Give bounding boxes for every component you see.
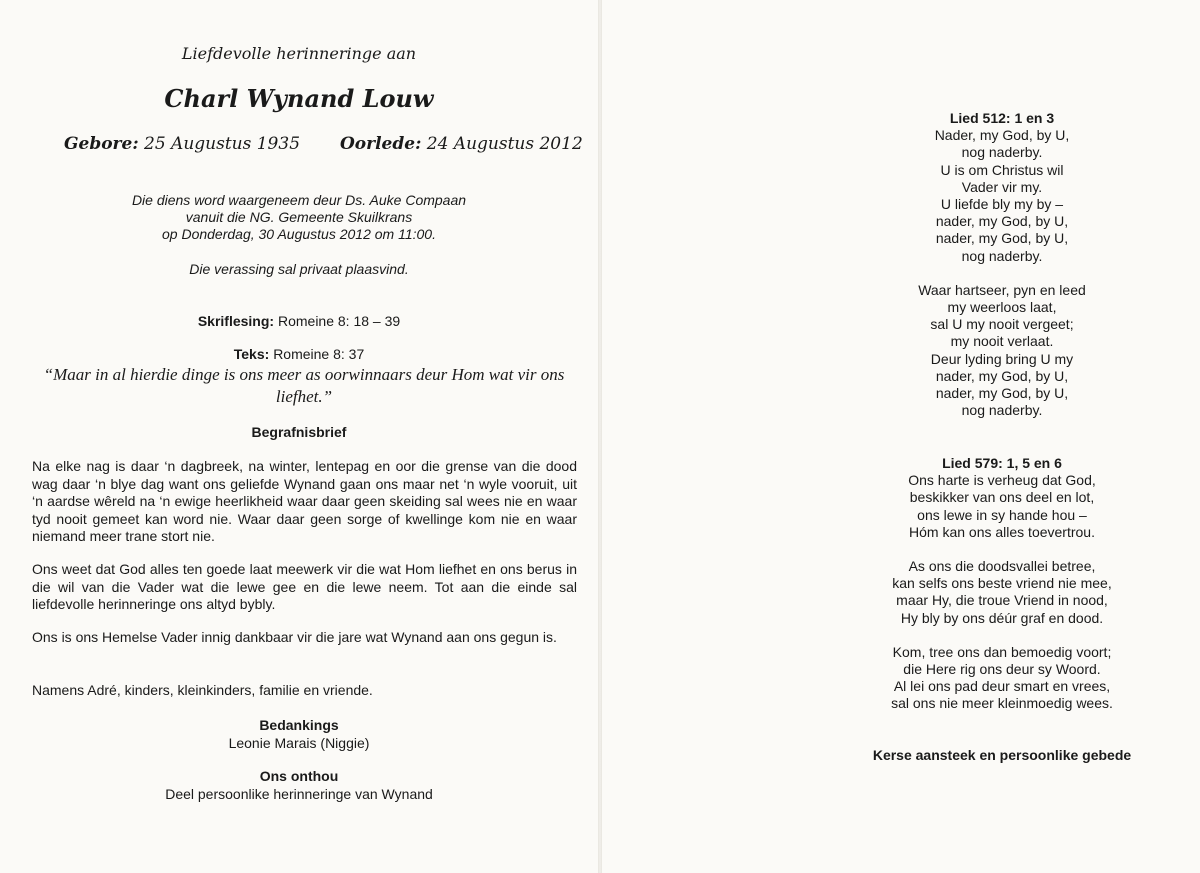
born-label: Gebore: <box>64 134 139 154</box>
thanks-name: Leonie Marais (Niggie) <box>228 735 370 751</box>
service-line: vanuit die NG. Gemeente Skuilkrans <box>185 209 413 225</box>
reading-value: Romeine 8: 18 – 39 <box>277 313 401 329</box>
hymn-title: Lied 579: 1, 5 en 6 <box>942 455 1062 471</box>
hymn-line: Hy bly by ons déúr graf en dood. <box>900 609 1104 626</box>
hymn-line: Ons harte is verheug dat God, <box>908 472 1096 489</box>
hymn-verse <box>832 644 1172 713</box>
hymn-line: As ons die doodsvallei betree, <box>908 558 1096 575</box>
hymn-line: nog naderby. <box>961 247 1043 264</box>
hymn-verse <box>832 558 1172 627</box>
letter-title: Begrafnisbrief <box>251 424 347 440</box>
left-page <box>0 0 598 873</box>
closing-note: Kerse aansteek en persoonlike gebede <box>872 747 1132 763</box>
hymn-verse <box>832 472 1172 541</box>
death-date <box>340 134 583 154</box>
hymn-line: ons lewe in sy hande hou – <box>917 506 1087 523</box>
hymn-line: Deur lyding bring U my <box>930 350 1074 367</box>
memory-intro: Liefdevolle herinneringe aan <box>181 44 417 63</box>
hymn-line: sal ons nie meer kleinmoedig wees. <box>891 695 1113 712</box>
hymn-verse <box>832 282 1172 420</box>
hymn-line: nader, my God, by U, <box>935 230 1069 247</box>
thanks-title: Bedankings <box>259 717 339 733</box>
text-label: Teks: <box>233 346 270 362</box>
remember-title: Ons onthou <box>259 768 339 784</box>
birth-date <box>64 134 300 154</box>
hymn-line: beskikker van ons deel en lot, <box>909 489 1095 506</box>
hymn-579 <box>832 455 1172 730</box>
hymn-line: Waar hartseer, pyn en leed <box>918 281 1086 298</box>
service-line: Die diens word waargeneem deur Ds. Auke Compaan <box>131 192 467 208</box>
hymn-line: Kom, tree ons dan bemoedig voort; <box>892 643 1112 660</box>
hymn-line: U is om Christus wil <box>940 161 1064 178</box>
hymn-line: Nader, my God, by U, <box>934 127 1070 144</box>
hymn-line: Vader vir my. <box>961 178 1043 195</box>
hymn-line: Al lei ons pad deur smart en vrees, <box>893 678 1111 695</box>
text-value: Romeine 8: 37 <box>273 346 365 362</box>
letter-paragraph: Na elke nag is daar ‘n dagbreek, na winter, lentepag en oor die grense van die dood wag daar ‘n blye dag want ons geliefde Wynand gaan ons maar net ‘n wyle vooruit, uit ‘n aardse wêreld na ‘n ewige heerlikheid waar daar geen skeiding sal wees nie en waar tyd nooit gemeet kan word nie. Waar daar geen sorge of kwellinge kom nie en waar niemand meer trane stort nie. <box>32 458 577 544</box>
sermon-text <box>0 346 598 362</box>
died-date: 24 Augustus 2012 <box>426 134 583 154</box>
hymn-line: kan selfs ons beste vriend nie mee, <box>892 575 1112 592</box>
right-page <box>602 0 1200 873</box>
born-date: 25 Augustus 1935 <box>144 134 301 154</box>
hymn-512 <box>832 110 1172 436</box>
letter-paragraph: Ons weet dat God alles ten goede laat meewerk vir die wat Hom liefhet en ons berus in die wil van die Vader wat die lewe gee en die lewe neem. Tot aan die einde sal liefdevolle herinneringe ons altyd bybly. <box>32 561 577 612</box>
service-line: op Donderdag, 30 Augustus 2012 om 11:00. <box>162 226 436 242</box>
hymn-line: my nooit verlaat. <box>950 333 1054 350</box>
letter-signoff: Namens Adré, kinders, kleinkinders, familie en vriende. <box>32 682 373 698</box>
letter-paragraph: Ons is ons Hemelse Vader innig dankbaar vir die jare wat Wynand aan ons gegun is. <box>32 629 557 645</box>
hymn-line: maar Hy, die troue Vriend in nood, <box>896 592 1108 609</box>
hymn-line: nader, my God, by U, <box>935 385 1069 402</box>
hymn-title: Lied 512: 1 en 3 <box>949 110 1055 126</box>
deceased-name: Charl Wynand Louw <box>164 84 434 113</box>
died-label: Oorlede: <box>340 134 422 154</box>
hymn-line: my weerloos laat, <box>947 299 1057 316</box>
hymn-line: Hóm kan ons alles toevertrou. <box>909 523 1095 540</box>
scripture-quote: “Maar in al hierdie dinge is ons meer as oorwinnaars deur Hom wat vir ons liefhet.” <box>43 365 565 406</box>
hymn-line: nader, my God, by U, <box>935 367 1069 384</box>
cremation-note: Die verassing sal privaat plaasvind. <box>189 261 409 277</box>
hymn-line: sal U my nooit vergeet; <box>930 316 1074 333</box>
hymn-line: die Here rig ons deur sy Woord. <box>903 661 1101 678</box>
hymn-line: nog naderby. <box>961 402 1043 419</box>
hymn-line: nog naderby. <box>961 144 1043 161</box>
hymn-line: nader, my God, by U, <box>935 213 1069 230</box>
hymn-line: U liefde bly my by – <box>940 196 1064 213</box>
hymn-verse <box>832 127 1172 265</box>
reading-label: Skriflesing: <box>197 313 275 329</box>
remember-text: Deel persoonlike herinneringe van Wynand <box>165 786 433 802</box>
scripture-reading <box>0 313 598 329</box>
service-details <box>0 192 598 243</box>
